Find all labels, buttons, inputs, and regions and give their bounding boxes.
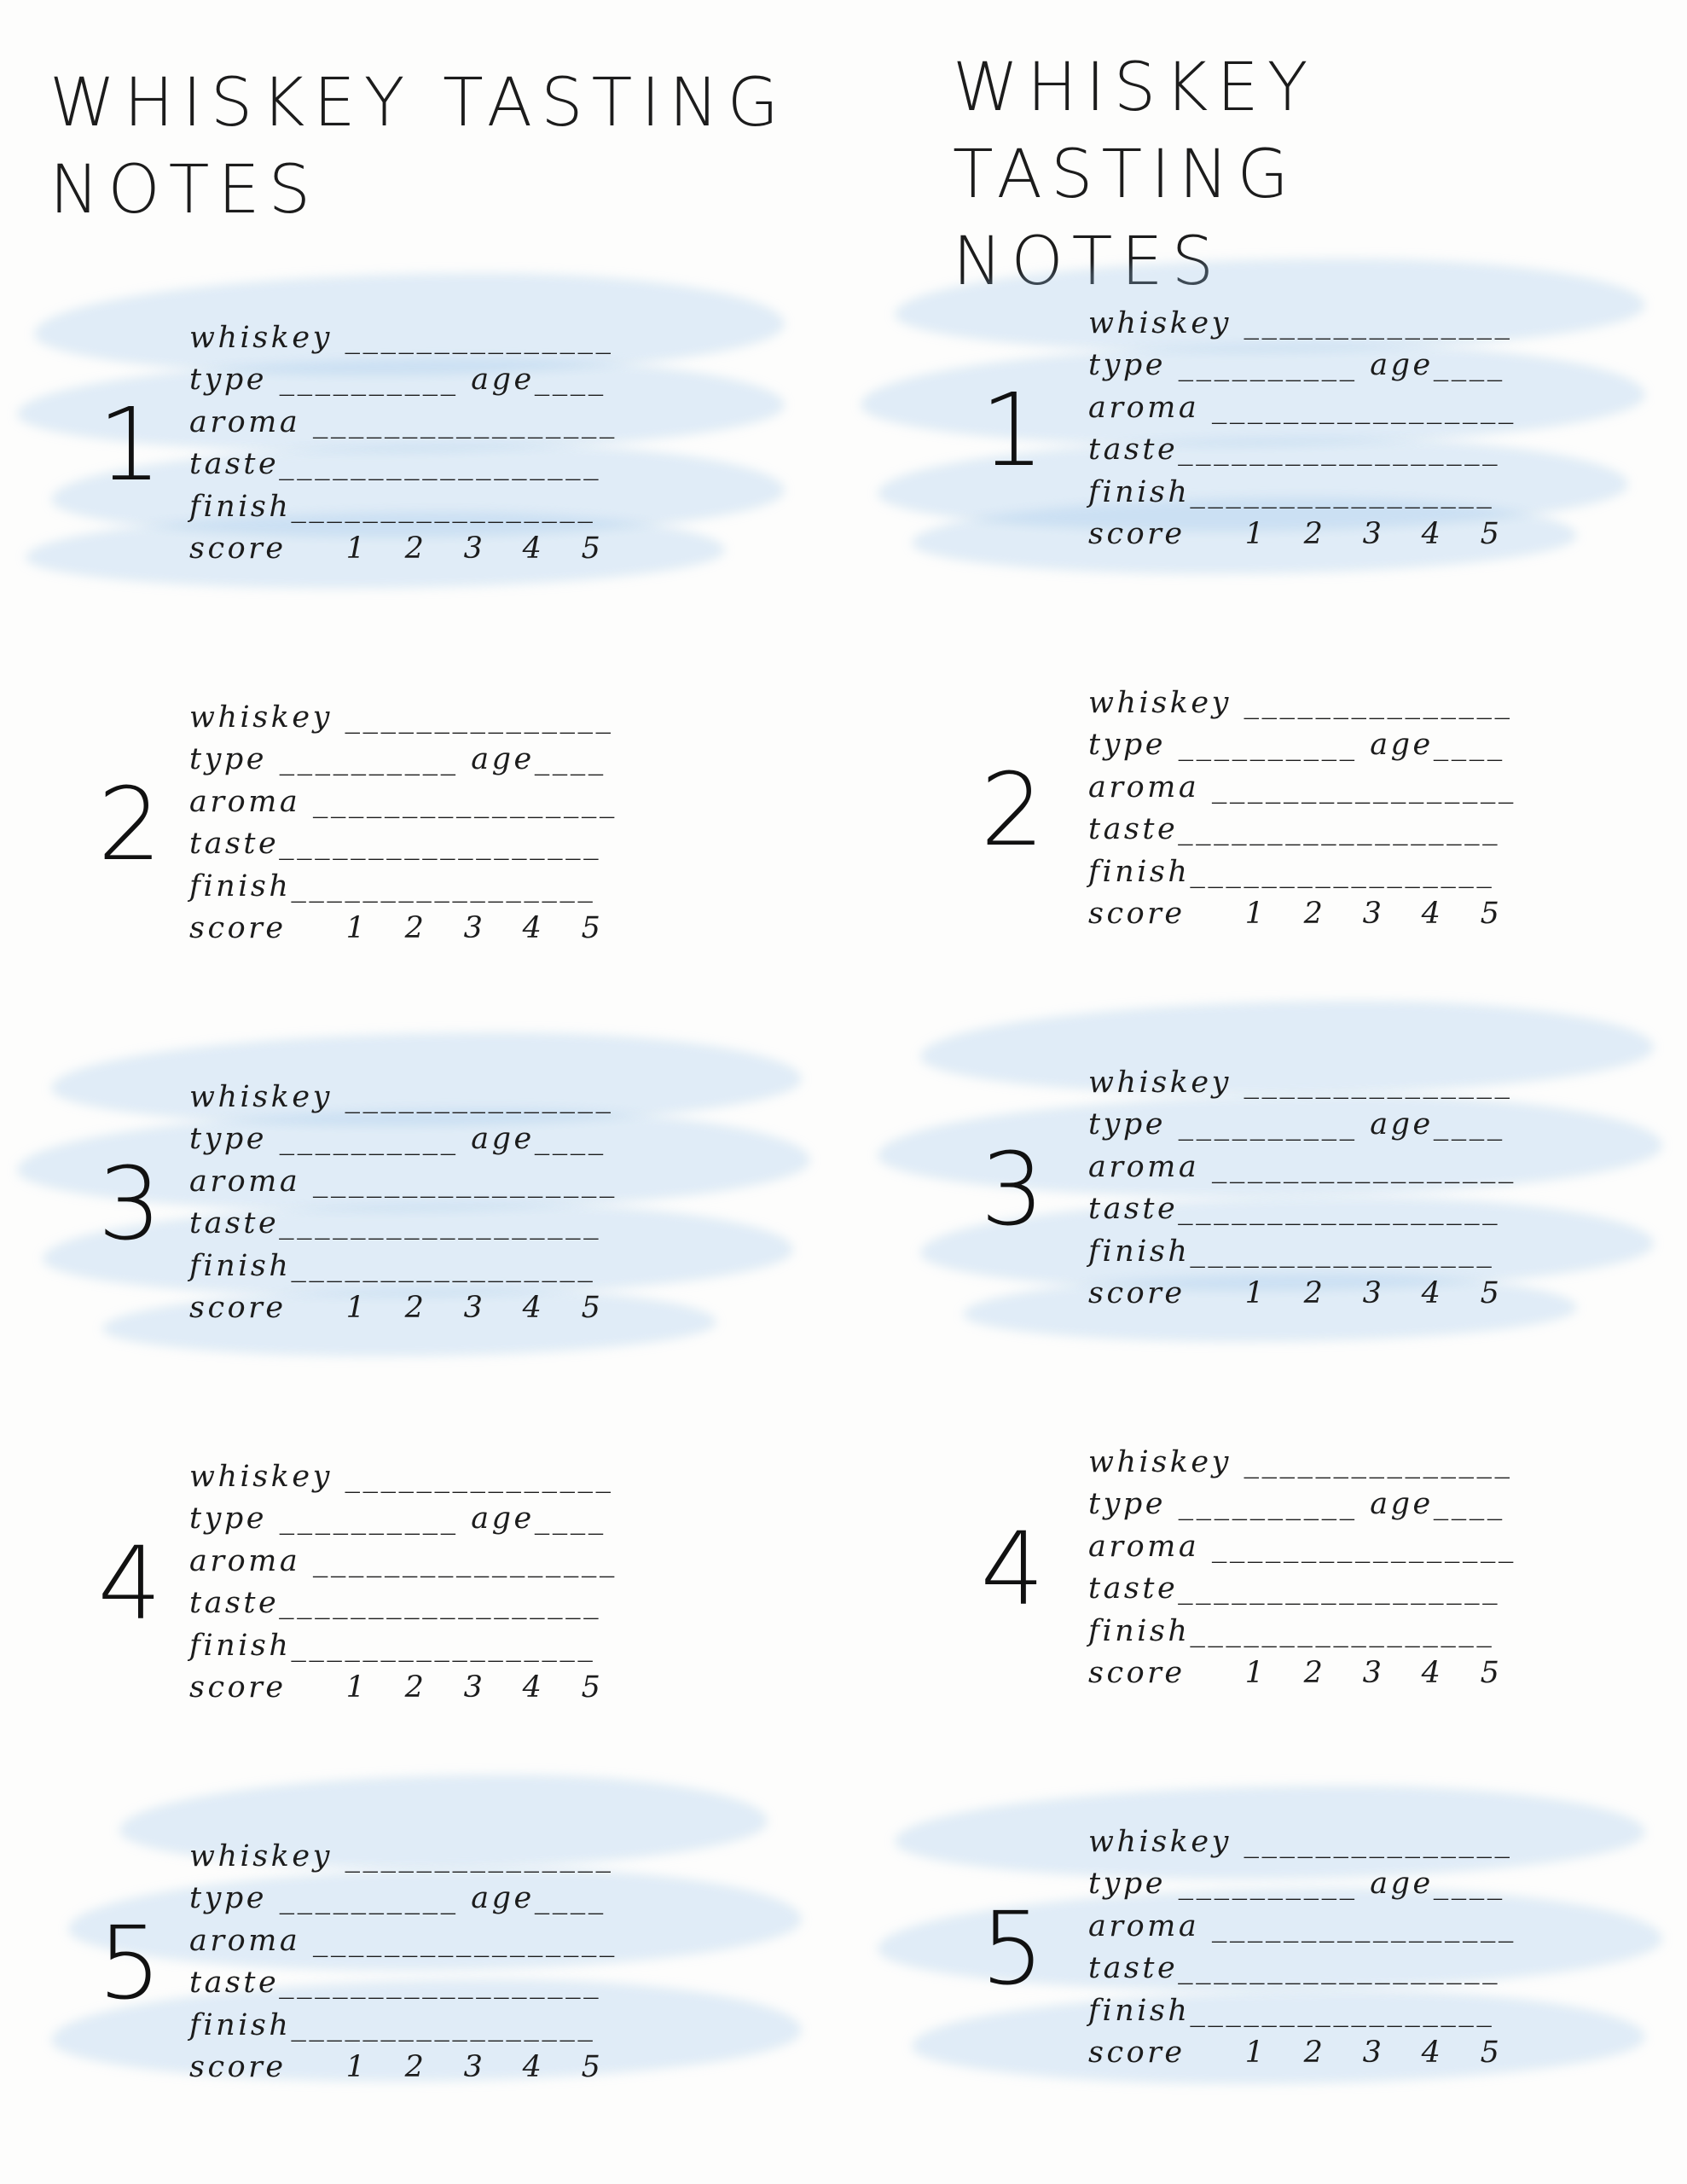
field-list bbox=[1088, 1062, 1539, 1315]
score-option[interactable]: 2 bbox=[1303, 2035, 1323, 2070]
taste-label: taste bbox=[189, 1966, 280, 2001]
score-label: score bbox=[1088, 2035, 1186, 2070]
field-row-aroma[interactable]: aroma _________________ bbox=[189, 404, 617, 439]
field-list bbox=[1088, 303, 1539, 555]
field-row-score[interactable] bbox=[189, 1667, 641, 1709]
score-option[interactable]: 1 bbox=[1244, 516, 1264, 551]
taste-label: taste bbox=[1088, 812, 1179, 847]
aroma-label: aroma bbox=[1088, 390, 1200, 425]
whiskey-label: whiskey bbox=[189, 1839, 333, 1873]
score-option[interactable]: 2 bbox=[1303, 516, 1323, 551]
field-row-finish[interactable]: finish_________________ bbox=[189, 489, 596, 524]
age-label: age bbox=[471, 363, 535, 398]
finish-label: finish bbox=[1088, 474, 1191, 509]
finish-label: finish bbox=[189, 868, 292, 903]
field-row-type[interactable]: type __________ age____ bbox=[189, 1502, 606, 1536]
field-row-taste[interactable]: taste__________________ bbox=[189, 827, 602, 862]
card-number: 4 bbox=[980, 1510, 1045, 1628]
score-option[interactable]: 3 bbox=[463, 1290, 483, 1325]
field-list bbox=[1088, 1821, 1539, 2074]
field-row-finish[interactable]: finish_________________ bbox=[189, 2007, 596, 2042]
type-label: type bbox=[1088, 1867, 1166, 1902]
score-options bbox=[346, 528, 641, 570]
score-option[interactable]: 2 bbox=[1303, 1275, 1323, 1310]
score-option[interactable]: 3 bbox=[1362, 1275, 1382, 1310]
score-option[interactable]: 1 bbox=[345, 1290, 365, 1325]
age-label: age bbox=[1370, 1487, 1434, 1522]
score-option[interactable]: 2 bbox=[404, 1290, 424, 1325]
tasting-card bbox=[844, 621, 1687, 996]
field-row-whiskey[interactable]: whiskey _______________ bbox=[189, 1839, 614, 1873]
field-row-type[interactable]: type __________ age____ bbox=[1088, 1867, 1505, 1902]
score-options bbox=[1245, 1273, 1539, 1315]
field-row-whiskey[interactable]: whiskey _______________ bbox=[1088, 1066, 1513, 1100]
field-row-whiskey[interactable]: whiskey _______________ bbox=[1088, 1825, 1513, 1859]
card-number: 5 bbox=[97, 1904, 162, 2022]
score-option[interactable]: 4 bbox=[522, 910, 542, 945]
score-option[interactable]: 1 bbox=[345, 531, 365, 566]
field-row-aroma[interactable]: aroma _________________ bbox=[1088, 1529, 1516, 1564]
score-option[interactable]: 4 bbox=[1421, 2035, 1441, 2070]
field-row-score[interactable] bbox=[1088, 514, 1539, 555]
aroma-label: aroma bbox=[1088, 1529, 1200, 1564]
field-row-finish[interactable]: finish_________________ bbox=[1088, 1993, 1495, 2028]
type-label: type bbox=[189, 363, 267, 398]
score-option[interactable]: 2 bbox=[404, 910, 424, 945]
card-number: 2 bbox=[97, 765, 162, 883]
type-label: type bbox=[189, 1122, 267, 1157]
whiskey-label: whiskey bbox=[189, 700, 333, 735]
card-number: 3 bbox=[97, 1145, 162, 1263]
field-list bbox=[189, 1836, 641, 2088]
field-row-aroma[interactable]: aroma _________________ bbox=[189, 1164, 617, 1199]
field-list bbox=[189, 697, 641, 950]
taste-label: taste bbox=[1088, 1951, 1179, 1986]
tasting-card bbox=[844, 1760, 1687, 2135]
score-option[interactable]: 4 bbox=[522, 1670, 542, 1705]
score-option[interactable]: 3 bbox=[463, 531, 483, 566]
aroma-label: aroma bbox=[189, 784, 301, 819]
taste-label: taste bbox=[189, 447, 280, 482]
field-row-taste[interactable]: taste__________________ bbox=[189, 1206, 602, 1241]
field-row-type[interactable]: type __________ age____ bbox=[189, 1122, 606, 1157]
type-label: type bbox=[1088, 728, 1166, 763]
score-options bbox=[346, 1667, 641, 1709]
field-row-whiskey[interactable]: whiskey _______________ bbox=[189, 321, 614, 355]
card-number: 2 bbox=[980, 751, 1045, 868]
score-option[interactable]: 1 bbox=[1244, 896, 1264, 931]
age-label: age bbox=[1370, 1107, 1434, 1142]
field-row-aroma[interactable]: aroma _________________ bbox=[1088, 1908, 1516, 1943]
score-option[interactable]: 3 bbox=[1362, 2035, 1382, 2070]
aroma-label: aroma bbox=[189, 1543, 301, 1578]
field-row-taste[interactable]: taste__________________ bbox=[189, 1586, 602, 1621]
score-option[interactable]: 3 bbox=[1362, 1655, 1382, 1690]
type-label: type bbox=[1088, 348, 1166, 383]
score-label: score bbox=[1088, 1655, 1186, 1690]
finish-label: finish bbox=[1088, 1234, 1191, 1269]
age-label: age bbox=[471, 1881, 535, 1916]
score-option[interactable]: 4 bbox=[1421, 516, 1441, 551]
score-option[interactable]: 2 bbox=[404, 2049, 424, 2084]
field-row-taste[interactable]: taste__________________ bbox=[1088, 1192, 1501, 1227]
field-row-type[interactable]: type __________ age____ bbox=[189, 363, 606, 398]
tasting-card bbox=[844, 1380, 1687, 1756]
field-row-score[interactable] bbox=[1088, 1653, 1539, 1694]
tasting-card bbox=[844, 241, 1687, 617]
age-label: age bbox=[1370, 348, 1434, 383]
field-row-finish[interactable]: finish_________________ bbox=[1088, 474, 1495, 509]
score-option[interactable]: 1 bbox=[345, 2049, 365, 2084]
score-option[interactable]: 1 bbox=[1244, 2035, 1264, 2070]
field-row-score[interactable] bbox=[189, 1287, 641, 1329]
score-option[interactable]: 4 bbox=[522, 531, 542, 566]
whiskey-label: whiskey bbox=[1088, 306, 1232, 340]
score-option[interactable]: 5 bbox=[581, 531, 600, 566]
whiskey-label: whiskey bbox=[189, 1460, 333, 1494]
tasting-sheet-right bbox=[844, 0, 1687, 2184]
field-row-score[interactable] bbox=[189, 2047, 641, 2088]
field-row-score[interactable] bbox=[1088, 2032, 1539, 2074]
taste-label: taste bbox=[189, 1586, 280, 1621]
finish-label: finish bbox=[189, 1248, 292, 1283]
type-label: type bbox=[189, 1881, 267, 1916]
tasting-card bbox=[844, 1001, 1687, 1376]
field-row-aroma[interactable]: aroma _________________ bbox=[189, 1543, 617, 1578]
field-row-score[interactable] bbox=[189, 908, 641, 950]
field-list bbox=[189, 1456, 641, 1709]
score-option[interactable]: 4 bbox=[1421, 1655, 1441, 1690]
score-option[interactable]: 3 bbox=[463, 910, 483, 945]
field-row-aroma[interactable]: aroma _________________ bbox=[1088, 770, 1516, 804]
tasting-card bbox=[0, 1015, 844, 1391]
finish-label: finish bbox=[189, 489, 292, 524]
field-row-score[interactable] bbox=[1088, 1273, 1539, 1315]
field-row-taste[interactable]: taste__________________ bbox=[189, 447, 602, 482]
score-option[interactable]: 5 bbox=[1480, 1655, 1499, 1690]
tasting-card bbox=[0, 636, 844, 1011]
field-list bbox=[189, 317, 641, 570]
tasting-card bbox=[0, 1395, 844, 1770]
sheet-title: WHISKEY TASTING NOTES bbox=[49, 65, 788, 229]
card-number: 4 bbox=[97, 1525, 162, 1642]
age-label: age bbox=[471, 742, 535, 777]
field-row-taste[interactable]: taste__________________ bbox=[1088, 812, 1501, 847]
score-option[interactable]: 5 bbox=[1480, 896, 1499, 931]
field-row-type[interactable]: type __________ age____ bbox=[189, 742, 606, 777]
field-list bbox=[1088, 682, 1539, 935]
card-number: 5 bbox=[980, 1890, 1045, 2007]
field-row-whiskey[interactable]: whiskey _______________ bbox=[189, 700, 614, 735]
field-row-score[interactable] bbox=[189, 528, 641, 570]
score-options bbox=[1245, 2032, 1539, 2074]
field-row-taste[interactable]: taste__________________ bbox=[1088, 433, 1501, 468]
aroma-label: aroma bbox=[1088, 1908, 1200, 1943]
score-option[interactable]: 5 bbox=[581, 1290, 600, 1325]
field-row-aroma[interactable]: aroma _________________ bbox=[189, 1923, 617, 1958]
field-row-type[interactable]: type __________ age____ bbox=[1088, 1487, 1505, 1522]
field-row-type[interactable]: type __________ age____ bbox=[1088, 1107, 1505, 1142]
field-row-type[interactable]: type __________ age____ bbox=[1088, 728, 1505, 763]
score-option[interactable]: 3 bbox=[463, 2049, 483, 2084]
taste-label: taste bbox=[1088, 1571, 1179, 1606]
field-row-type[interactable]: type __________ age____ bbox=[1088, 348, 1505, 383]
taste-label: taste bbox=[189, 1206, 280, 1241]
field-list bbox=[189, 1077, 641, 1329]
aroma-label: aroma bbox=[1088, 1149, 1200, 1184]
score-option[interactable]: 4 bbox=[1421, 896, 1441, 931]
score-options bbox=[346, 1287, 641, 1329]
aroma-label: aroma bbox=[1088, 770, 1200, 804]
score-option[interactable]: 1 bbox=[1244, 1655, 1264, 1690]
taste-label: taste bbox=[1088, 1192, 1179, 1227]
tasting-card bbox=[0, 1774, 844, 2150]
score-option[interactable]: 5 bbox=[1480, 2035, 1499, 2070]
score-options bbox=[1245, 514, 1539, 555]
field-row-whiskey[interactable]: whiskey _______________ bbox=[189, 1080, 614, 1114]
type-label: type bbox=[1088, 1107, 1166, 1142]
card-number: 1 bbox=[980, 371, 1045, 489]
field-row-finish[interactable]: finish_________________ bbox=[1088, 1613, 1495, 1648]
type-label: type bbox=[189, 742, 267, 777]
taste-label: taste bbox=[1088, 433, 1179, 468]
age-label: age bbox=[471, 1502, 535, 1536]
score-option[interactable]: 1 bbox=[345, 910, 365, 945]
finish-label: finish bbox=[189, 2007, 292, 2042]
field-row-aroma[interactable]: aroma _________________ bbox=[189, 784, 617, 819]
finish-label: finish bbox=[1088, 1993, 1191, 2028]
aroma-label: aroma bbox=[189, 1923, 301, 1958]
score-option[interactable]: 1 bbox=[345, 1670, 365, 1705]
field-row-aroma[interactable]: aroma _________________ bbox=[1088, 1149, 1516, 1184]
finish-label: finish bbox=[1088, 1613, 1191, 1648]
sheet-title: WHISKEY TASTING NOTES bbox=[953, 49, 1317, 300]
field-row-aroma[interactable]: aroma _________________ bbox=[1088, 390, 1516, 425]
type-label: type bbox=[1088, 1487, 1166, 1522]
score-option[interactable]: 4 bbox=[522, 1290, 542, 1325]
whiskey-label: whiskey bbox=[1088, 1066, 1232, 1100]
whiskey-label: whiskey bbox=[1088, 1825, 1232, 1859]
field-row-whiskey[interactable]: whiskey _______________ bbox=[189, 1460, 614, 1494]
card-number: 1 bbox=[97, 386, 162, 503]
score-label: score bbox=[189, 531, 287, 566]
type-label: type bbox=[189, 1502, 267, 1536]
whiskey-label: whiskey bbox=[1088, 686, 1232, 720]
field-row-whiskey[interactable]: whiskey _______________ bbox=[1088, 306, 1513, 340]
field-row-whiskey[interactable]: whiskey _______________ bbox=[1088, 686, 1513, 720]
field-row-finish[interactable]: finish_________________ bbox=[189, 868, 596, 903]
score-option[interactable]: 4 bbox=[1421, 1275, 1441, 1310]
whiskey-label: whiskey bbox=[189, 321, 333, 355]
aroma-label: aroma bbox=[189, 1164, 301, 1199]
aroma-label: aroma bbox=[189, 404, 301, 439]
score-options bbox=[346, 908, 641, 950]
taste-label: taste bbox=[189, 827, 280, 862]
score-label: score bbox=[189, 1670, 287, 1705]
score-option[interactable]: 4 bbox=[522, 2049, 542, 2084]
finish-label: finish bbox=[189, 1628, 292, 1663]
age-label: age bbox=[1370, 728, 1434, 763]
score-label: score bbox=[1088, 1275, 1186, 1310]
score-option[interactable]: 1 bbox=[1244, 1275, 1264, 1310]
score-option[interactable]: 3 bbox=[1362, 516, 1382, 551]
field-row-taste[interactable]: taste__________________ bbox=[189, 1966, 602, 2001]
score-options bbox=[1245, 893, 1539, 935]
score-label: score bbox=[1088, 896, 1186, 931]
field-row-finish[interactable]: finish_________________ bbox=[1088, 1234, 1495, 1269]
score-options bbox=[346, 2047, 641, 2088]
tasting-card bbox=[0, 256, 844, 631]
score-option[interactable]: 2 bbox=[1303, 896, 1323, 931]
age-label: age bbox=[471, 1122, 535, 1157]
score-option[interactable]: 3 bbox=[1362, 896, 1382, 931]
score-option[interactable]: 5 bbox=[1480, 1275, 1499, 1310]
score-option[interactable]: 5 bbox=[1480, 516, 1499, 551]
field-list bbox=[1088, 1442, 1539, 1694]
age-label: age bbox=[1370, 1867, 1434, 1902]
score-option[interactable]: 5 bbox=[581, 1670, 600, 1705]
whiskey-label: whiskey bbox=[189, 1080, 333, 1114]
field-row-taste[interactable]: taste__________________ bbox=[1088, 1951, 1501, 1986]
score-option[interactable]: 5 bbox=[581, 910, 600, 945]
whiskey-label: whiskey bbox=[1088, 1445, 1232, 1479]
field-row-score[interactable] bbox=[1088, 893, 1539, 935]
finish-label: finish bbox=[1088, 854, 1191, 889]
score-options bbox=[1245, 1653, 1539, 1694]
field-row-finish[interactable]: finish_________________ bbox=[189, 1628, 596, 1663]
card-number: 3 bbox=[980, 1130, 1045, 1248]
score-option[interactable]: 2 bbox=[404, 531, 424, 566]
score-option[interactable]: 5 bbox=[581, 2049, 600, 2084]
score-option[interactable]: 2 bbox=[1303, 1655, 1323, 1690]
score-label: score bbox=[189, 1290, 287, 1325]
field-row-finish[interactable]: finish_________________ bbox=[189, 1248, 596, 1283]
score-option[interactable]: 2 bbox=[404, 1670, 424, 1705]
field-row-type[interactable]: type __________ age____ bbox=[189, 1881, 606, 1916]
field-row-taste[interactable]: taste__________________ bbox=[1088, 1571, 1501, 1606]
field-row-finish[interactable]: finish_________________ bbox=[1088, 854, 1495, 889]
field-row-whiskey[interactable]: whiskey _______________ bbox=[1088, 1445, 1513, 1479]
score-option[interactable]: 3 bbox=[463, 1670, 483, 1705]
score-label: score bbox=[189, 910, 287, 945]
score-label: score bbox=[189, 2049, 287, 2084]
score-label: score bbox=[1088, 516, 1186, 551]
